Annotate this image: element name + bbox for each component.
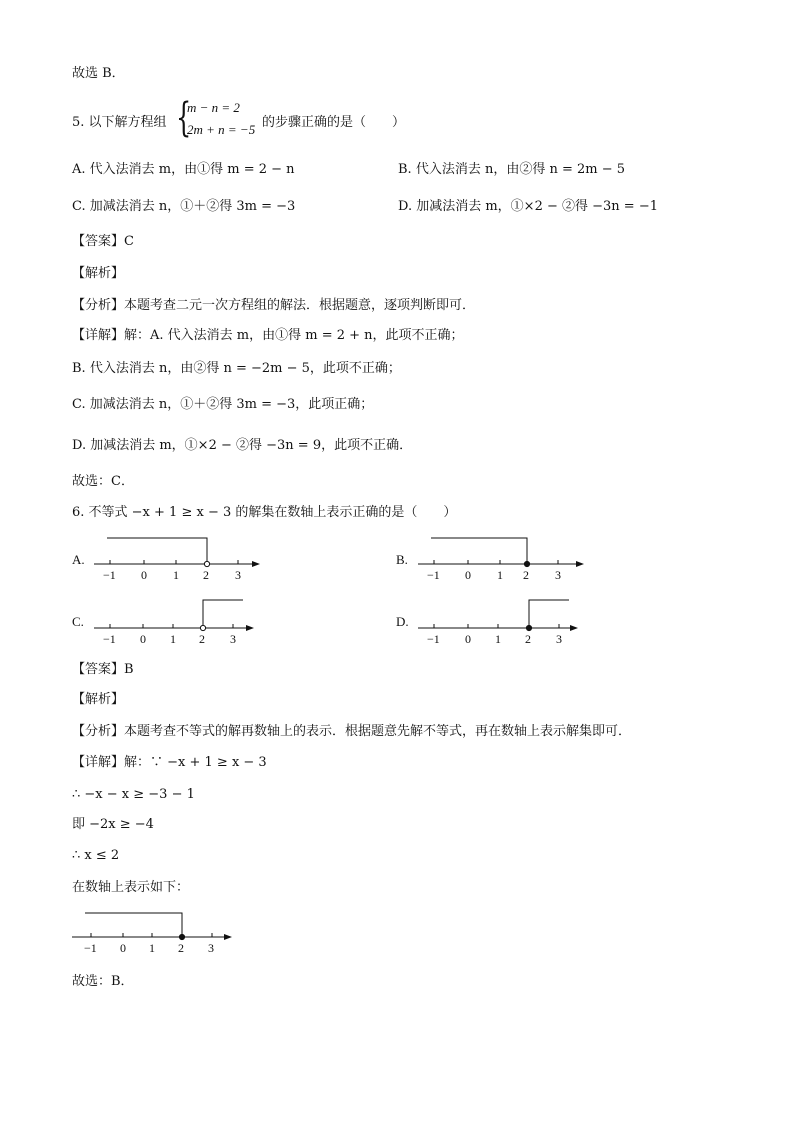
- q5-choose: 故选：C．: [72, 474, 134, 489]
- tick-label: 1: [149, 941, 155, 955]
- tick-label: 3: [556, 632, 562, 646]
- solution-ray: [85, 913, 182, 937]
- closed-point-marker: [524, 561, 529, 566]
- q6-detail-3: 即 −2x ≥ −4: [72, 817, 154, 832]
- axis-arrow-icon: [570, 625, 578, 631]
- number-line-d: [414, 594, 594, 650]
- q5-detail-d: D. 加减法消去 m，①×2 − ②得 −3n = 9，此项不正确．: [72, 438, 413, 453]
- q6-option-d-letter: D.: [396, 614, 409, 629]
- open-point-marker: [204, 561, 209, 566]
- q6-jiexi: 【解析】: [72, 692, 125, 707]
- tick-label: 2: [523, 568, 529, 582]
- q6-option-b-letter: B.: [396, 552, 408, 567]
- tick-label: 1: [170, 632, 176, 646]
- tick-label: 2: [525, 632, 531, 646]
- q5-lead: 5. 以下解方程组: [72, 115, 167, 130]
- q6-detail-4: ∴ x ≤ 2: [72, 848, 120, 863]
- q5-answer: 【答案】C: [72, 234, 134, 249]
- q5-jiexi: 【解析】: [72, 266, 125, 281]
- tick-label: 0: [465, 632, 471, 646]
- tick-label: 0: [120, 941, 126, 955]
- closed-point-marker: [526, 625, 531, 630]
- solution-ray: [529, 600, 569, 628]
- system-brace-icon: {: [176, 95, 192, 141]
- tick-label: 2: [203, 568, 209, 582]
- q5-tail: 的步骤正确的是（ ）: [262, 115, 406, 130]
- q5-option-c: C. 加减法消去 n，①＋②得 3m = −3: [72, 199, 296, 214]
- tick-label: −1: [84, 941, 97, 955]
- q6-choose: 故选：B．: [72, 974, 134, 989]
- q5-option-a: A. 代入法消去 m，由①得 m = 2 − n: [72, 162, 295, 177]
- q5-detail-b: B. 代入法消去 n，由②得 n = −2m − 5，此项不正确；: [72, 361, 401, 376]
- q5-detail-a: 【详解】解：A. 代入法消去 m，由①得 m = 2 + n，此项不正确；: [72, 328, 464, 343]
- solution-ray: [107, 538, 207, 561]
- axis-arrow-icon: [224, 934, 232, 940]
- q5-option-d: D. 加减法消去 m，①×2 − ②得 −3n = −1: [398, 199, 658, 214]
- tick-label: −1: [103, 568, 116, 582]
- q6-detail-1: 【详解】解：∵ −x + 1 ≥ x − 3: [72, 755, 267, 770]
- tick-label: 2: [178, 941, 184, 955]
- closed-point-marker: [179, 934, 184, 939]
- q6-analysis: 【分析】本题考查不等式的解再数轴上的表示．根据题意先解不等式，再在数轴上表示解集即可．: [72, 724, 632, 739]
- q6-detail-2: ∴ −x − x ≥ −3 − 1: [72, 787, 195, 802]
- q6-stem: 6. 不等式 −x + 1 ≥ x − 3 的解集在数轴上表示正确的是（ ）: [72, 505, 457, 520]
- tick-label: −1: [427, 632, 440, 646]
- axis-arrow-icon: [576, 561, 584, 567]
- solution-number-line: [70, 906, 250, 962]
- tick-label: 1: [495, 632, 501, 646]
- tick-label: 3: [230, 632, 236, 646]
- tick-label: 1: [173, 568, 179, 582]
- tick-label: 0: [140, 632, 146, 646]
- q5-detail-c: C. 加减法消去 n，①＋②得 3m = −3，此项正确；: [72, 397, 374, 412]
- tick-label: 2: [199, 632, 205, 646]
- q5-equation-1: m − n = 2: [187, 100, 240, 115]
- solution-ray: [431, 538, 527, 564]
- tick-label: −1: [103, 632, 116, 646]
- axis-arrow-icon: [252, 561, 260, 567]
- open-point-marker: [200, 625, 205, 630]
- number-line-a: [90, 530, 270, 586]
- q6-answer: 【答案】B: [72, 662, 134, 677]
- tick-label: 0: [465, 568, 471, 582]
- previous-answer-line: 故选 B．: [72, 66, 125, 81]
- q5-option-b: B. 代入法消去 n，由②得 n = 2m − 5: [398, 162, 626, 177]
- q6-option-a-letter: A.: [72, 552, 85, 567]
- tick-label: 3: [235, 568, 241, 582]
- tick-label: −1: [427, 568, 440, 582]
- q6-option-c-letter: C.: [72, 614, 84, 629]
- solution-ray: [203, 600, 243, 625]
- q6-detail-5: 在数轴上表示如下：: [72, 880, 190, 895]
- tick-label: 1: [497, 568, 503, 582]
- number-line-b: [414, 530, 594, 586]
- number-line-c: [90, 594, 270, 650]
- axis-arrow-icon: [246, 625, 254, 631]
- q5-equation-2: 2m + n = −5: [187, 122, 256, 137]
- tick-label: 3: [555, 568, 561, 582]
- tick-label: 3: [208, 941, 214, 955]
- q5-analysis: 【分析】本题考查二元一次方程组的解法．根据题意，逐项判断即可．: [72, 298, 476, 313]
- tick-label: 0: [141, 568, 147, 582]
